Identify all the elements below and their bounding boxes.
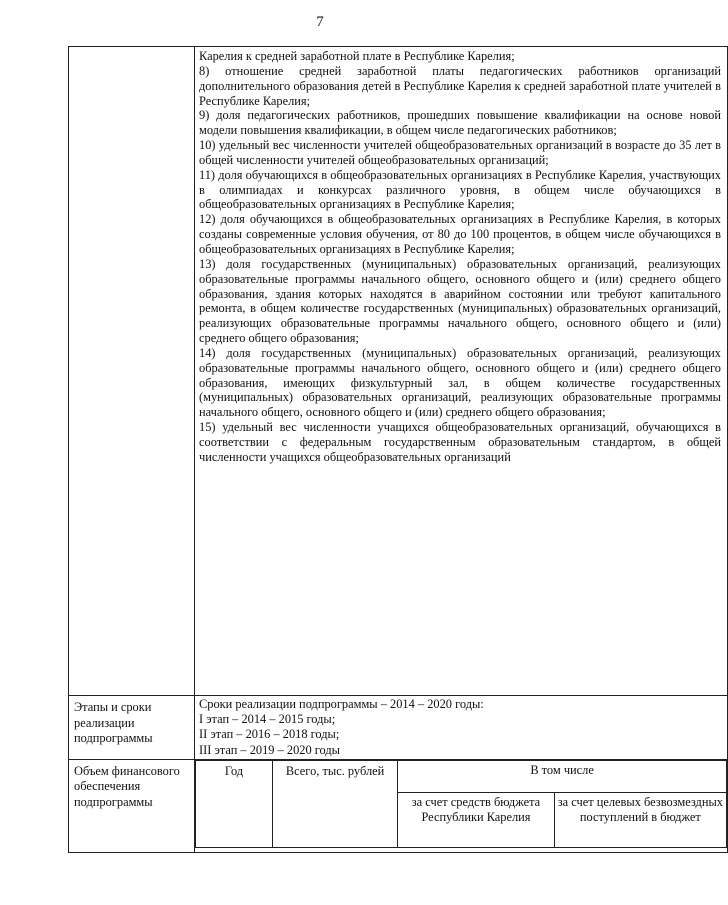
stage-line: II этап – 2016 – 2018 годы; <box>199 727 340 742</box>
stage-line: III этап – 2019 – 2020 годы <box>199 742 341 757</box>
indicator-item: Карелия к средней заработной плате в Республике Карелия; <box>199 49 515 63</box>
col-budget-header: за счет средств бюджета Республики Карелия <box>398 792 555 847</box>
stages-row <box>69 696 728 760</box>
stages-content <box>195 696 728 760</box>
financing-label: Объем финансового обеспечения подпрограммы <box>69 759 195 852</box>
col-total-header: Всего, тыс. рублей <box>272 760 397 847</box>
financing-header-table <box>195 760 727 848</box>
indicator-item: 8) отношение средней заработной платы педагогических работников организаций дополнительного образования детей в Республике Карелия к средней заработной плате учителей в Республике Карелия; <box>199 63 721 108</box>
stages-label: Этапы и сроки реализации подпрограммы <box>69 696 195 760</box>
indicator-item: 13) доля государственных (муниципальных) образовательных организаций, реализующих образовательные программы начального общего, основного общего и (или) среднего общего образования, здания которых находятся в аварийном состоянии или требуют капитального ремонта, в общем количестве государственных (муниципальных) образовательных организаций, реализующих образовательные программы начального общего, основного общего и (или) среднего общего образования; <box>199 256 721 346</box>
indicator-item: 15) удельный вес численности учащихся общеобразовательных организаций, обучающихся в соответствии с федеральным государственным образовательным стандартом, в общей численности учащихся общеобразовательных организаций <box>199 420 721 464</box>
indicators-row <box>69 47 728 696</box>
col-grants-header: за счет целевых безвозмездных поступлений в бюджет <box>554 792 726 847</box>
financing-header-cell <box>195 759 728 852</box>
indicator-item: 10) удельный вес численности учителей общеобразовательных организаций в возрасте до 35 лет в общей численности учителей общеобразовательных организаций; <box>199 138 721 167</box>
indicators-content-cell <box>195 47 728 696</box>
indicator-item: 14) доля государственных (муниципальных) образовательных организаций, реализующих образовательные программы начального общего, основного общего и (или) среднего общего образования, имеющих физкультурный зал, в общем количестве государственных (муниципальных) образовательных организаций, реализующих образовательные программы начального общего, основного общего и (или) среднего общего образования; <box>199 345 721 420</box>
col-year-header: Год <box>196 760 273 847</box>
stage-line: Сроки реализации подпрограммы – 2014 – 2020 годы: <box>199 697 484 711</box>
indicator-item: 11) доля обучающихся в общеобразовательных организациях в Республике Карелия, участвующих в олимпиадах и конкурсах различного уровня, в общем числе обучающихся в общеобразовательных организациях в Республике Карелия; <box>199 167 721 212</box>
indicators-label-cell <box>69 47 195 696</box>
passport-table <box>68 46 728 853</box>
indicator-item: 12) доля обучающихся в общеобразовательных организациях в Республике Карелия, в которых созданы современные условия обучения, от 80 до 100 процентов, в общем числе обучающихся в общеобразовательных организациях в Республике Карелия; <box>199 212 721 256</box>
col-including-header: В том числе <box>398 760 727 792</box>
page-number: 7 <box>316 14 324 30</box>
indicator-item: 9) доля педагогических работников, прошедших повышение квалификации на основе новой модели повышения квалификации, в общем числе педагогических работников; <box>199 108 721 138</box>
stage-line: I этап – 2014 – 2015 годы; <box>199 712 336 727</box>
financing-row <box>69 759 728 852</box>
